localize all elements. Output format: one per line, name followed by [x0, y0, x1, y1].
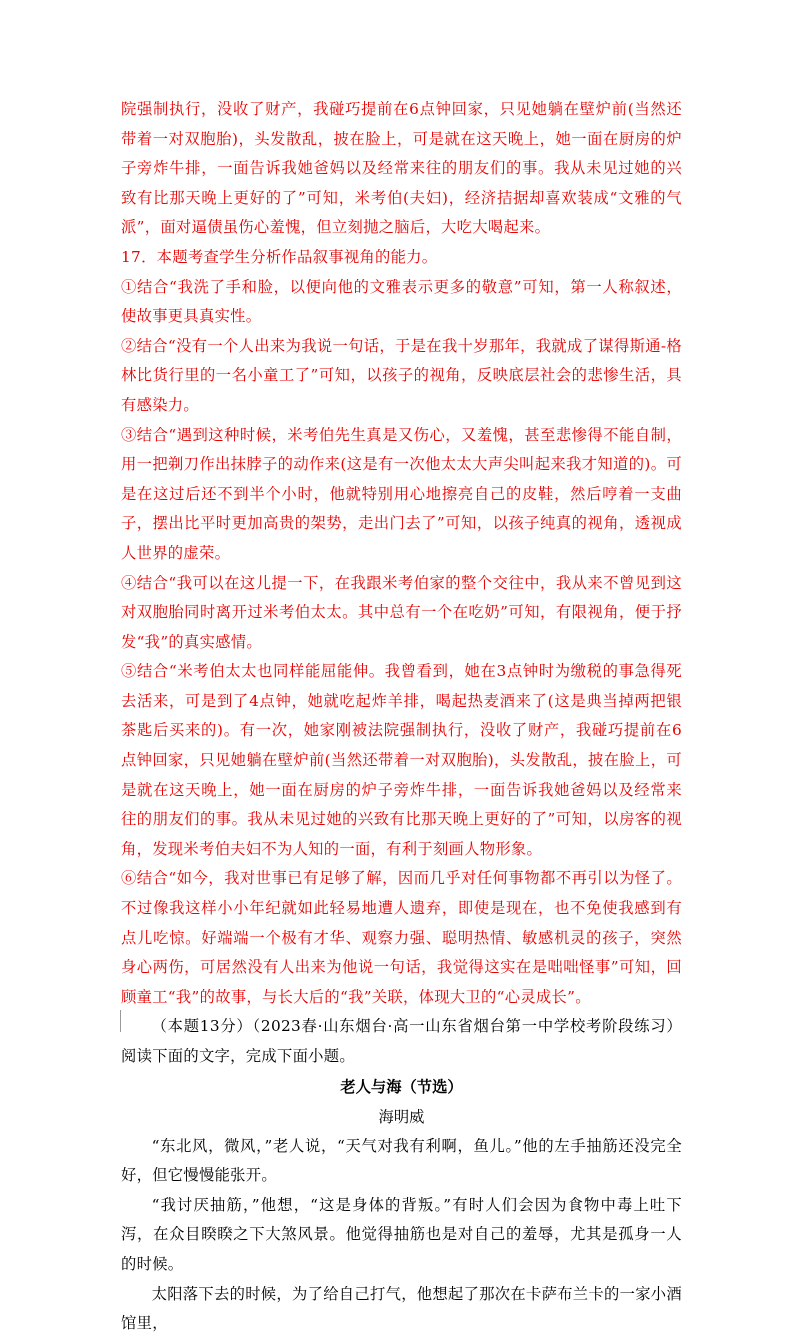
answer-point-2: ②结合“没有一个人出来为我说一句话，于是在我十岁那年，我就成了谋得斯通-格林比货行里的一名小童工了”可知，以孩子的视角，反映底层社会的悲惨生活，具有感染力。: [121, 336, 682, 414]
story-excerpt: [121, 1072, 682, 1339]
margin-bar: [120, 1010, 121, 1032]
story-paragraph-3: 太阳落下去的时候，为了给自己打气，他想起了那次在卡萨布兰卡的一家小酒馆里，: [121, 1284, 682, 1333]
answer-point-4: ④结合“我可以在这儿提一下，在我跟米考伯家的整个交往中，我从来不曾见到这对双胞胎同时离开过米考伯太太。其中总有一个在吃奶”可知，有限视角，便于抒发“我”的真实感情。: [121, 573, 682, 651]
story-paragraph-1: “东北风，微风，”老人说，“天气对我有利啊，鱼儿。”他的左手抽筋还没完全好，但它慢慢能张开。: [121, 1136, 682, 1185]
story-title: 老人与海（节选）: [340, 1077, 463, 1096]
question-17-heading: 17．本题考查学生分析作品叙事视角的能力。: [121, 247, 438, 266]
answer-point-1: ①结合“我洗了手和脸，以便向他的文雅表示更多的敬意”可知，第一人称叙述，使故事更具真实性。: [121, 277, 682, 326]
answer-point-5: ⑤结合“米考伯太太也同样能屈能伸。我曾看到，她在3点钟时为缴税的事急得死去活来，可是到了4点钟，她就吃起炸羊排，喝起热麦酒来了(这是典当掉两把银茶匙后买来的)。有一次，她家刚被法院强制执行，没收了财产，我碰巧提前在6点钟回家，只见她躺在壁炉前(当然还带着一对双胞胎)，头发散乱，披在脸上，可是就在这天晚上，她一面在厨房的炉子旁炸牛排，一面告诉我她爸妈以及经常来往的朋友们的事。我从未见过她的兴致有比那天晚上更好的了”可知，以房客的视角，发现米考伯夫妇不为人知的一面，有利于刻画人物形象。: [121, 662, 682, 858]
story-paragraph-2: “我讨厌抽筋，”他想，“这是身体的背叛。”有时人们会因为食物中毒上吐下泻，在众目睽睽之下大煞风景。他觉得抽筋也是对自己的羞辱，尤其是孤身一人的时候。: [121, 1195, 682, 1273]
answer-point-6: ⑥结合“如今，我对世事已有足够了解，因而几乎对任何事物都不再引以为怪了。不过像我这样小小年纪就如此轻易地遭人遗弃，即使是现在，也不免使我感到有点儿吃惊。好端端一个极有才华、观察力强、聪明热情、敏感机灵的孩子，突然身心两伤，可居然没有人出来为他说一句话，我觉得这实在是咄咄怪事”可知，回顾童工“我”的故事，与长大后的“我”关联，体现大卫的“心灵成长”。: [121, 869, 682, 1006]
answer-paragraph-1: 院强制执行，没收了财产，我碰巧提前在6点钟回家，只见她躺在壁炉前(当然还带着一对双胞胎)，头发散乱，披在脸上，可是就在这天晚上，她一面在厨房的炉子旁炸牛排，一面告诉我她爸妈以及经常来往的朋友们的事。我从未见过她的兴致有比那天晚上更好的了”可知，米考伯(夫妇)，经济拮据却喜欢装成“文雅的气派”，面对逼债虽伤心羞愧，但立刻抛之脑后，大吃大喝起来。: [121, 100, 682, 237]
story-author: 海明威: [378, 1107, 425, 1126]
answer-point-3: ③结合“遇到这种时候，米考伯先生真是又伤心，又羞愧，甚至悲惨得不能自制，用一把剃刀作出抹脖子的动作来(这是有一次他太太大声尖叫起来我才知道的)。可是在这过后还不到半个小时，他就特别用心地擦亮自己的皮鞋，然后哼着一支曲子，摆出比平时更加高贵的架势，走出门去了”可知，以孩子纯真的视角，透视成人世界的虚荣。: [121, 425, 682, 562]
question-intro: （本题13分）（2023春·山东烟台·高一山东省烟台第一中学校考阶段练习）阅读下面的文字，完成下面小题。: [121, 1017, 682, 1065]
answer-section: [121, 95, 682, 1012]
